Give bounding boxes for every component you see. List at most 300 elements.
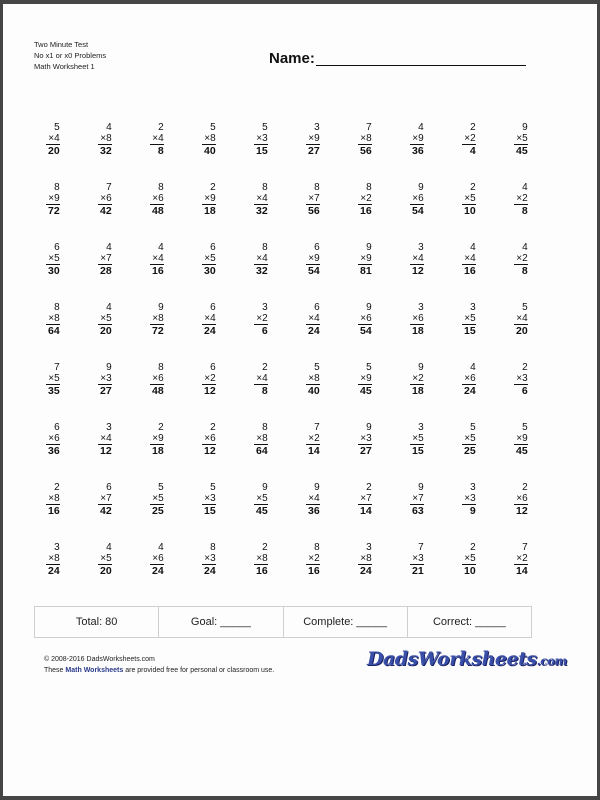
problem-item bbox=[235, 482, 287, 542]
problem-stack bbox=[202, 422, 215, 482]
problem-answer: 28 bbox=[100, 265, 112, 277]
times-symbol: × bbox=[48, 493, 55, 504]
problem-answer: 42 bbox=[100, 505, 112, 517]
problem-top-number: 9 bbox=[314, 482, 320, 493]
times-symbol: × bbox=[308, 373, 315, 384]
problem-answer: 56 bbox=[308, 205, 320, 217]
problem-answer: 12 bbox=[204, 445, 216, 457]
problem-bottom-number: 8 bbox=[262, 553, 268, 564]
times-symbol: × bbox=[308, 433, 315, 444]
problem-item bbox=[79, 542, 131, 602]
problem-item bbox=[183, 122, 235, 182]
times-symbol: × bbox=[308, 253, 315, 264]
problem-multiplier bbox=[514, 553, 527, 565]
problem-bottom-number: 4 bbox=[418, 253, 424, 264]
problem-top-number: 7 bbox=[418, 542, 424, 553]
problem-stack bbox=[46, 302, 59, 362]
problem-answer: 8 bbox=[521, 205, 528, 217]
problem-top-number: 2 bbox=[54, 482, 60, 493]
problem-stack bbox=[202, 482, 215, 542]
problem-bottom-number: 2 bbox=[210, 373, 216, 384]
problem-multiplier bbox=[150, 193, 163, 205]
times-symbol: × bbox=[412, 133, 419, 144]
problem-stack bbox=[150, 422, 163, 482]
problem-item bbox=[183, 302, 235, 362]
times-symbol: × bbox=[412, 493, 419, 504]
times-symbol: × bbox=[360, 373, 367, 384]
math-worksheets-link[interactable]: Math Worksheets bbox=[65, 667, 124, 674]
times-symbol: × bbox=[100, 553, 107, 564]
problem-multiplier bbox=[98, 133, 111, 145]
problem-multiplier bbox=[46, 373, 59, 385]
problem-item bbox=[183, 542, 235, 602]
problem-answer: 20 bbox=[516, 325, 528, 337]
problem-answer: 14 bbox=[308, 445, 320, 457]
problem-answer: 45 bbox=[516, 445, 528, 457]
problem-stack bbox=[46, 182, 59, 242]
problem-bottom-number: 4 bbox=[262, 253, 268, 264]
problem-item bbox=[79, 182, 131, 242]
problem-bottom-number: 5 bbox=[54, 373, 60, 384]
problem-stack bbox=[514, 482, 527, 542]
times-symbol: × bbox=[464, 193, 471, 204]
problem-multiplier bbox=[46, 493, 59, 505]
problem-stack bbox=[254, 122, 267, 182]
problem-bottom-number: 2 bbox=[470, 133, 476, 144]
problem-stack bbox=[98, 542, 111, 602]
problem-answer: 15 bbox=[204, 505, 216, 517]
problem-multiplier bbox=[306, 313, 319, 325]
problem-multiplier bbox=[410, 493, 423, 505]
problem-top-number: 8 bbox=[262, 422, 268, 433]
problem-answer: 18 bbox=[412, 325, 424, 337]
problem-bottom-number: 3 bbox=[366, 433, 372, 444]
problem-answer: 24 bbox=[48, 565, 60, 577]
problem-stack bbox=[306, 182, 319, 242]
problem-stack bbox=[254, 242, 267, 302]
problem-answer: 20 bbox=[48, 145, 60, 157]
problem-multiplier bbox=[514, 253, 527, 265]
problem-multiplier bbox=[358, 493, 371, 505]
problem-top-number: 7 bbox=[106, 182, 112, 193]
problem-bottom-number: 4 bbox=[314, 493, 320, 504]
times-symbol: × bbox=[412, 313, 419, 324]
problem-stack bbox=[358, 302, 371, 362]
times-symbol: × bbox=[204, 373, 211, 384]
problem-item bbox=[443, 422, 495, 482]
problem-multiplier bbox=[358, 133, 371, 145]
problem-multiplier bbox=[202, 493, 215, 505]
problem-item bbox=[339, 122, 391, 182]
problem-item bbox=[235, 242, 287, 302]
problem-multiplier bbox=[514, 373, 527, 385]
info-line-worksheet: Math Worksheet 1 bbox=[34, 62, 95, 71]
problem-bottom-number: 4 bbox=[158, 253, 164, 264]
times-symbol: × bbox=[204, 553, 211, 564]
problem-top-number: 6 bbox=[210, 242, 216, 253]
problem-answer: 45 bbox=[516, 145, 528, 157]
times-symbol: × bbox=[100, 253, 107, 264]
problem-item bbox=[391, 302, 443, 362]
problem-top-number: 6 bbox=[314, 242, 320, 253]
problem-bottom-number: 9 bbox=[366, 253, 372, 264]
info-line-test: Two Minute Test bbox=[34, 40, 89, 49]
problem-bottom-number: 4 bbox=[106, 433, 112, 444]
problem-top-number: 7 bbox=[314, 422, 320, 433]
problem-answer: 48 bbox=[152, 205, 164, 217]
times-symbol: × bbox=[48, 133, 55, 144]
problem-top-number: 4 bbox=[522, 242, 528, 253]
problem-answer: 24 bbox=[204, 565, 216, 577]
problem-answer: 10 bbox=[464, 205, 476, 217]
problem-bottom-number: 7 bbox=[314, 193, 320, 204]
problem-multiplier bbox=[150, 313, 163, 325]
problem-answer: 12 bbox=[516, 505, 528, 517]
times-symbol: × bbox=[204, 433, 211, 444]
problem-answer: 15 bbox=[256, 145, 268, 157]
problem-multiplier bbox=[150, 373, 163, 385]
times-symbol: × bbox=[412, 553, 419, 564]
problem-item bbox=[287, 122, 339, 182]
times-symbol: × bbox=[516, 253, 523, 264]
name-field-line[interactable] bbox=[316, 65, 526, 66]
times-symbol: × bbox=[152, 493, 159, 504]
problem-bottom-number: 4 bbox=[158, 133, 164, 144]
problem-item bbox=[339, 242, 391, 302]
problem-stack bbox=[150, 182, 163, 242]
times-symbol: × bbox=[256, 553, 263, 564]
problem-top-number: 7 bbox=[366, 122, 372, 133]
problem-stack bbox=[410, 242, 423, 302]
times-symbol: × bbox=[360, 253, 367, 264]
times-symbol: × bbox=[152, 373, 159, 384]
problem-grid bbox=[27, 122, 547, 602]
problem-item bbox=[27, 182, 79, 242]
problem-multiplier bbox=[150, 253, 163, 265]
problem-bottom-number: 9 bbox=[522, 433, 528, 444]
problem-bottom-number: 2 bbox=[366, 193, 372, 204]
problem-stack bbox=[410, 182, 423, 242]
problem-multiplier bbox=[410, 193, 423, 205]
times-symbol: × bbox=[464, 373, 471, 384]
summary-complete: Complete: _____ bbox=[284, 607, 408, 637]
problem-top-number: 2 bbox=[366, 482, 372, 493]
times-symbol: × bbox=[204, 493, 211, 504]
problem-stack bbox=[98, 362, 111, 422]
problem-item bbox=[287, 362, 339, 422]
problem-item bbox=[235, 182, 287, 242]
times-symbol: × bbox=[48, 373, 55, 384]
problem-item bbox=[495, 122, 547, 182]
problem-bottom-number: 6 bbox=[54, 433, 60, 444]
summary-goal: Goal: _____ bbox=[159, 607, 283, 637]
problem-item bbox=[339, 302, 391, 362]
problem-bottom-number: 5 bbox=[54, 253, 60, 264]
problem-multiplier bbox=[358, 553, 371, 565]
problem-multiplier bbox=[306, 553, 319, 565]
problem-answer: 40 bbox=[204, 145, 216, 157]
problem-answer: 20 bbox=[100, 565, 112, 577]
problem-item bbox=[339, 362, 391, 422]
times-symbol: × bbox=[152, 253, 159, 264]
times-symbol: × bbox=[412, 193, 419, 204]
times-symbol: × bbox=[464, 253, 471, 264]
problem-bottom-number: 6 bbox=[418, 313, 424, 324]
problem-stack bbox=[514, 242, 527, 302]
problem-item bbox=[339, 542, 391, 602]
problem-multiplier bbox=[254, 253, 267, 265]
problem-top-number: 4 bbox=[106, 122, 112, 133]
problem-multiplier bbox=[202, 553, 215, 565]
problem-answer: 45 bbox=[256, 505, 268, 517]
problem-item bbox=[287, 482, 339, 542]
times-symbol: × bbox=[516, 553, 523, 564]
problem-top-number: 2 bbox=[158, 122, 164, 133]
problem-stack bbox=[410, 302, 423, 362]
problem-stack bbox=[462, 242, 475, 302]
times-symbol: × bbox=[516, 493, 523, 504]
problem-top-number: 3 bbox=[418, 242, 424, 253]
problem-bottom-number: 9 bbox=[158, 433, 164, 444]
problem-stack bbox=[98, 302, 111, 362]
problem-multiplier bbox=[46, 193, 59, 205]
problem-item bbox=[339, 182, 391, 242]
problem-multiplier bbox=[46, 133, 59, 145]
problem-stack bbox=[410, 122, 423, 182]
problem-stack bbox=[306, 422, 319, 482]
problem-bottom-number: 4 bbox=[262, 193, 268, 204]
problem-bottom-number: 6 bbox=[158, 553, 164, 564]
problem-stack bbox=[514, 542, 527, 602]
problem-bottom-number: 5 bbox=[470, 193, 476, 204]
problem-answer: 81 bbox=[360, 265, 372, 277]
problem-stack bbox=[514, 122, 527, 182]
problem-bottom-number: 6 bbox=[158, 373, 164, 384]
problem-stack bbox=[358, 362, 371, 422]
times-symbol: × bbox=[152, 133, 159, 144]
problem-answer: 24 bbox=[360, 565, 372, 577]
problem-bottom-number: 3 bbox=[418, 553, 424, 564]
problem-answer: 25 bbox=[152, 505, 164, 517]
problem-multiplier bbox=[462, 193, 475, 205]
problem-stack bbox=[150, 242, 163, 302]
problem-answer: 24 bbox=[152, 565, 164, 577]
problem-answer: 54 bbox=[360, 325, 372, 337]
problem-top-number: 9 bbox=[106, 362, 112, 373]
problem-item bbox=[235, 362, 287, 422]
problem-stack bbox=[98, 122, 111, 182]
problem-answer: 32 bbox=[256, 265, 268, 277]
problem-top-number: 4 bbox=[470, 242, 476, 253]
problem-top-number: 4 bbox=[106, 242, 112, 253]
problem-multiplier bbox=[150, 493, 163, 505]
problem-stack bbox=[462, 422, 475, 482]
times-symbol: × bbox=[152, 553, 159, 564]
problem-multiplier bbox=[46, 433, 59, 445]
problem-item bbox=[443, 302, 495, 362]
problem-bottom-number: 8 bbox=[314, 373, 320, 384]
problem-top-number: 8 bbox=[262, 242, 268, 253]
problem-top-number: 5 bbox=[262, 122, 268, 133]
problem-multiplier bbox=[514, 493, 527, 505]
problem-item bbox=[183, 242, 235, 302]
problem-item bbox=[235, 422, 287, 482]
problem-stack bbox=[306, 242, 319, 302]
problem-multiplier bbox=[410, 133, 423, 145]
times-symbol: × bbox=[360, 553, 367, 564]
problem-bottom-number: 7 bbox=[418, 493, 424, 504]
problem-stack bbox=[150, 302, 163, 362]
problem-multiplier bbox=[202, 433, 215, 445]
problem-stack bbox=[358, 242, 371, 302]
times-symbol: × bbox=[100, 193, 107, 204]
problem-item bbox=[287, 302, 339, 362]
problem-stack bbox=[410, 482, 423, 542]
problem-multiplier bbox=[462, 493, 475, 505]
problem-bottom-number: 8 bbox=[210, 133, 216, 144]
problem-answer: 30 bbox=[48, 265, 60, 277]
problem-top-number: 5 bbox=[210, 482, 216, 493]
problem-bottom-number: 3 bbox=[210, 493, 216, 504]
problem-bottom-number: 6 bbox=[366, 313, 372, 324]
problem-stack bbox=[46, 122, 59, 182]
problem-stack bbox=[254, 302, 267, 362]
times-symbol: × bbox=[308, 133, 315, 144]
problem-stack bbox=[98, 422, 111, 482]
problem-bottom-number: 6 bbox=[106, 193, 112, 204]
problem-bottom-number: 6 bbox=[522, 493, 528, 504]
problem-answer: 54 bbox=[412, 205, 424, 217]
problem-top-number: 7 bbox=[522, 542, 528, 553]
problem-multiplier bbox=[98, 313, 111, 325]
problem-multiplier bbox=[150, 553, 163, 565]
problem-item bbox=[391, 422, 443, 482]
problem-multiplier bbox=[514, 133, 527, 145]
footer bbox=[44, 654, 274, 676]
problem-bottom-number: 8 bbox=[158, 313, 164, 324]
problem-item bbox=[443, 362, 495, 422]
problem-top-number: 2 bbox=[522, 482, 528, 493]
problem-item bbox=[183, 482, 235, 542]
times-symbol: × bbox=[516, 193, 523, 204]
problem-top-number: 8 bbox=[54, 302, 60, 313]
problem-answer: 72 bbox=[48, 205, 60, 217]
problem-answer: 18 bbox=[152, 445, 164, 457]
problem-answer: 16 bbox=[308, 565, 320, 577]
problem-item bbox=[183, 362, 235, 422]
problem-top-number: 3 bbox=[106, 422, 112, 433]
problem-bottom-number: 7 bbox=[106, 493, 112, 504]
times-symbol: × bbox=[256, 433, 263, 444]
problem-stack bbox=[46, 362, 59, 422]
problem-stack bbox=[358, 182, 371, 242]
problem-item bbox=[443, 482, 495, 542]
problem-top-number: 2 bbox=[158, 422, 164, 433]
problem-multiplier bbox=[358, 193, 371, 205]
times-symbol: × bbox=[152, 433, 159, 444]
problem-answer: 24 bbox=[308, 325, 320, 337]
problem-item bbox=[131, 422, 183, 482]
problem-answer: 36 bbox=[412, 145, 424, 157]
problem-top-number: 2 bbox=[470, 182, 476, 193]
problem-answer: 14 bbox=[360, 505, 372, 517]
problem-top-number: 6 bbox=[210, 362, 216, 373]
usage-suffix: are provided free for personal or classroom use. bbox=[125, 667, 275, 674]
problem-stack bbox=[202, 182, 215, 242]
problem-multiplier bbox=[514, 433, 527, 445]
problem-bottom-number: 9 bbox=[54, 193, 60, 204]
problem-bottom-number: 7 bbox=[106, 253, 112, 264]
problem-stack bbox=[150, 362, 163, 422]
problem-stack bbox=[306, 122, 319, 182]
problem-top-number: 3 bbox=[418, 422, 424, 433]
problem-item bbox=[79, 122, 131, 182]
problem-answer: 16 bbox=[360, 205, 372, 217]
problem-top-number: 6 bbox=[210, 302, 216, 313]
problem-stack bbox=[202, 302, 215, 362]
problem-item bbox=[443, 122, 495, 182]
dadsworksheets-logo[interactable] bbox=[367, 648, 567, 670]
problem-item bbox=[235, 542, 287, 602]
problem-item bbox=[79, 482, 131, 542]
problem-item bbox=[495, 242, 547, 302]
problem-stack bbox=[306, 302, 319, 362]
problem-item bbox=[391, 242, 443, 302]
problem-stack bbox=[150, 482, 163, 542]
problem-top-number: 9 bbox=[366, 242, 372, 253]
problem-bottom-number: 3 bbox=[262, 133, 268, 144]
problem-item bbox=[27, 362, 79, 422]
problem-multiplier bbox=[46, 313, 59, 325]
problem-multiplier bbox=[150, 133, 163, 145]
problem-item bbox=[391, 122, 443, 182]
copyright-text: © 2008-2016 DadsWorksheets.com bbox=[44, 656, 155, 663]
problem-stack bbox=[358, 422, 371, 482]
info-line-problems: No x1 or x0 Problems bbox=[34, 51, 107, 60]
problem-multiplier bbox=[254, 553, 267, 565]
problem-top-number: 6 bbox=[54, 242, 60, 253]
problem-multiplier bbox=[98, 193, 111, 205]
problem-item bbox=[495, 302, 547, 362]
problem-answer: 18 bbox=[204, 205, 216, 217]
problem-multiplier bbox=[410, 553, 423, 565]
problem-item bbox=[391, 482, 443, 542]
problem-top-number: 8 bbox=[54, 182, 60, 193]
problem-top-number: 8 bbox=[158, 182, 164, 193]
problem-stack bbox=[462, 182, 475, 242]
problem-stack bbox=[514, 302, 527, 362]
problem-item bbox=[287, 182, 339, 242]
problem-multiplier bbox=[306, 133, 319, 145]
problem-stack bbox=[462, 362, 475, 422]
problem-bottom-number: 3 bbox=[470, 493, 476, 504]
times-symbol: × bbox=[308, 493, 315, 504]
problem-top-number: 5 bbox=[522, 422, 528, 433]
problem-multiplier bbox=[358, 433, 371, 445]
problem-answer: 16 bbox=[152, 265, 164, 277]
problem-top-number: 3 bbox=[366, 542, 372, 553]
problem-multiplier bbox=[462, 313, 475, 325]
problem-bottom-number: 2 bbox=[262, 313, 268, 324]
problem-item bbox=[27, 242, 79, 302]
problem-top-number: 8 bbox=[314, 542, 320, 553]
problem-multiplier bbox=[306, 433, 319, 445]
times-symbol: × bbox=[308, 193, 315, 204]
problem-item bbox=[339, 422, 391, 482]
problem-answer: 36 bbox=[308, 505, 320, 517]
times-symbol: × bbox=[464, 433, 471, 444]
problem-answer: 10 bbox=[464, 565, 476, 577]
